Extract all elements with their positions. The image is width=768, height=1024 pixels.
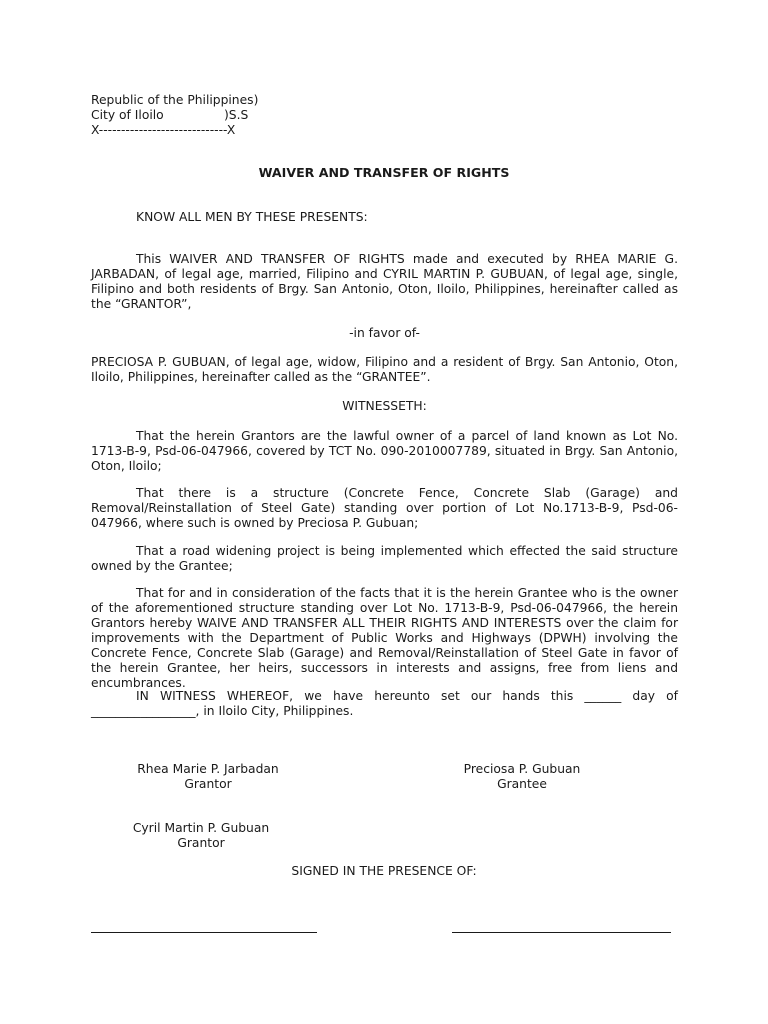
grantee-intro-paragraph: PRECIOSA P. GUBUAN, of legal age, widow, Filipino and a resident of Brgy. San Antonio, Oton, Iloilo, Philippines, hereinafter called as the “GRANTEE”. bbox=[91, 355, 678, 384]
header-divider: X-----------------------------X bbox=[91, 123, 236, 137]
header-ss: )S.S bbox=[224, 108, 249, 122]
grantor-intro-paragraph: This WAIVER AND TRANSFER OF RIGHTS made and executed by RHEA MARIE G. JARBADAN, of legal age, married, Filipino and CYRIL MARTIN P. GUBUAN, of legal age, single, Filipino and both residents of Brgy. San Antonio, Oton, Iloilo, Philippines, hereinafter called as the “GRANTOR”, bbox=[91, 252, 678, 311]
document-title: WAIVER AND TRANSFER OF RIGHTS bbox=[258, 165, 510, 180]
signatory-name: Rhea Marie P. Jarbadan bbox=[137, 762, 279, 776]
clause-waiver: That for and in consideration of the facts that it is the herein Grantee who is the owner of the aforementioned structure standing over Lot No. 1713-B-9, Psd-06-047966, the herein Grantors hereby WAIVE AND TRANSFER ALL THEIR RIGHTS AND INTERESTS over the claim for improvements with the Department of Public Works and Highways (DPWH) involving the Concrete Fence, Concrete Slab (Garage) and Removal/Reinstallation of Steel Gate in favor of the herein Grantee, her heirs, successors in interests and assigns, free from liens and encumbrances. bbox=[91, 586, 678, 690]
witnesseth-heading: WITNESSETH: bbox=[342, 399, 427, 413]
signatory-role: Grantor bbox=[177, 836, 225, 850]
header-republic: Republic of the Philippines) bbox=[91, 93, 259, 107]
clause-structure: That there is a structure (Concrete Fence, Concrete Slab (Garage) and Removal/Reinstallation of Steel Gate) standing over portion of Lot No.1713-B-9, Psd-06-047966, where such is owned by Preciosa P. Gubuan; bbox=[91, 486, 678, 530]
signatory-block-grantee bbox=[422, 762, 622, 792]
signatory-role: Grantor bbox=[184, 777, 232, 791]
header-city-label: City of Iloilo bbox=[91, 108, 164, 122]
witness-signature-line-left bbox=[91, 932, 317, 933]
clause-ownership: That the herein Grantors are the lawful owner of a parcel of land known as Lot No. 1713-B-9, Psd-06-047966, covered by TCT No. 090-2010007789, situated in Brgy. San Antonio, Oton, Iloilo; bbox=[91, 429, 678, 473]
signatory-block-grantor-1 bbox=[108, 762, 308, 792]
signatory-name: Preciosa P. Gubuan bbox=[463, 762, 581, 776]
presence-heading: SIGNED IN THE PRESENCE OF: bbox=[291, 864, 477, 878]
witness-whereof-paragraph: IN WITNESS WHEREOF, we have hereunto set our hands this ______ day of _________________, in Iloilo City, Philippines. bbox=[91, 689, 678, 718]
header-city bbox=[91, 108, 249, 123]
witness-signature-line-right bbox=[452, 932, 671, 933]
salutation: KNOW ALL MEN BY THESE PRESENTS: bbox=[136, 210, 368, 224]
signatory-name: Cyril Martin P. Gubuan bbox=[132, 821, 270, 835]
clause-road-widening: That a road widening project is being implemented which effected the said structure owned by the Grantee; bbox=[91, 544, 678, 573]
in-favor-of: -in favor of- bbox=[349, 326, 420, 340]
signatory-role: Grantee bbox=[497, 777, 547, 791]
signatory-block-grantor-2 bbox=[101, 821, 301, 851]
